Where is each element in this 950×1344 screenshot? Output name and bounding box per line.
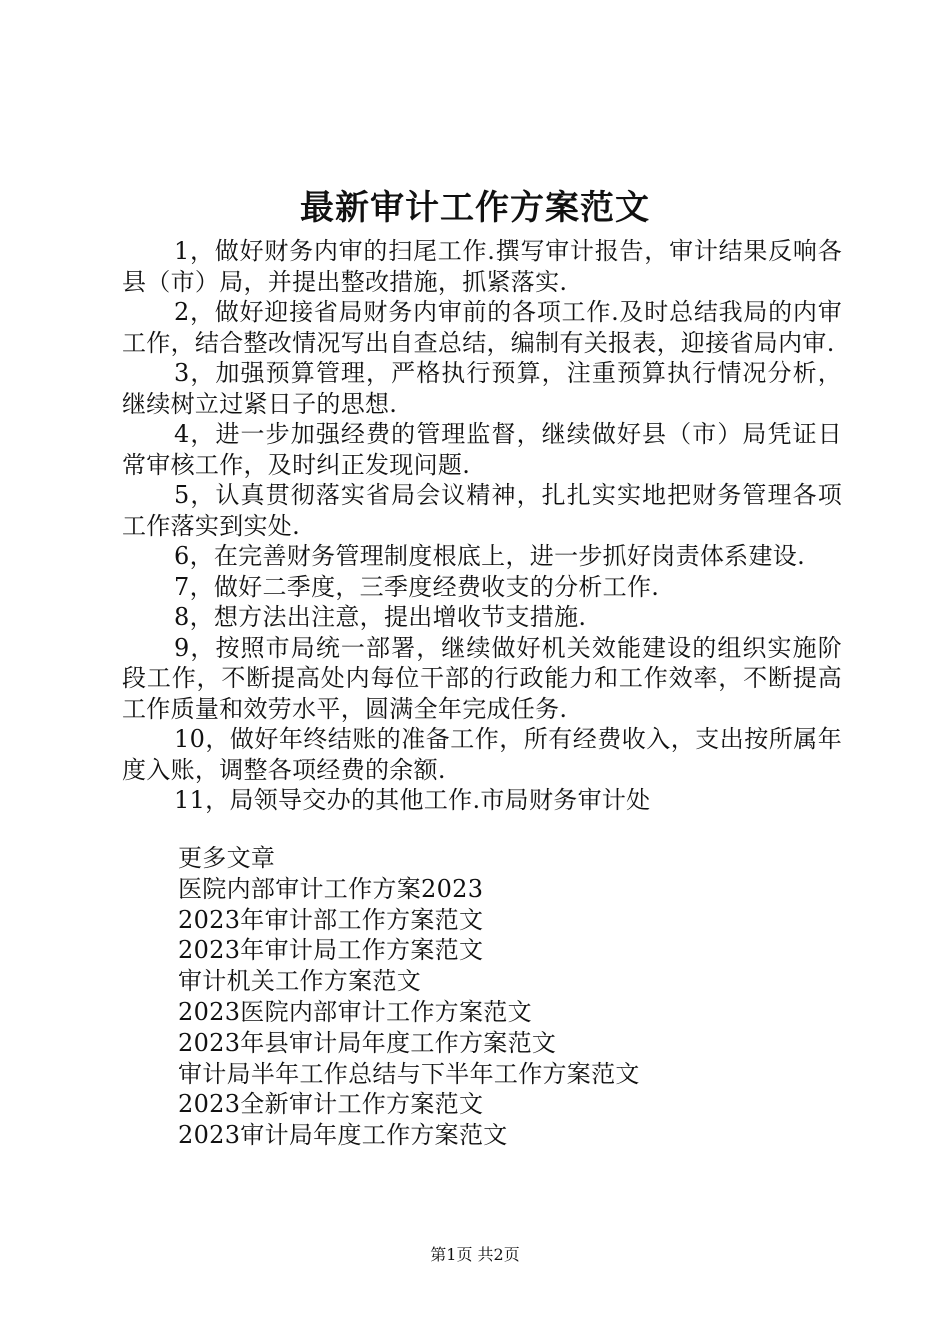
document-title: 最新审计工作方案范文 (300, 188, 650, 228)
article-link[interactable]: 审计机关工作方案范文 (178, 967, 421, 996)
more-articles-heading: 更多文章 (178, 844, 276, 872)
paragraph-10: 10，做好年终结账的准备工作，所有经费收入，支出按所属年度入账，调整各项经费的余额. (122, 725, 842, 784)
paragraph-1: 1，做好财务内审的扫尾工作.撰写审计报告，审计结果反响各县（市）局，并提出整改措施，抓紧落实. (122, 237, 842, 296)
paragraph-2: 2，做好迎接省局财务内审前的各项工作.及时总结我局的内审工作，结合整改情况写出自查总结，编制有关报表，迎接省局内审. (122, 298, 842, 357)
paragraph-3: 3，加强预算管理，严格执行预算，注重预算执行情况分析，继续树立过紧日子的思想. (122, 359, 842, 418)
paragraph-5: 5，认真贯彻落实省局会议精神，扎扎实实地把财务管理各项工作落实到实处. (122, 481, 842, 540)
more-articles-list (178, 843, 640, 1151)
paragraph-11: 11，局领导交办的其他工作.市局财务审计处 (174, 786, 651, 814)
paragraph-8: 8，想方法出注意，提出增收节支措施. (174, 603, 587, 631)
article-link[interactable]: 审计局半年工作总结与下半年工作方案范文 (178, 1059, 640, 1088)
paragraph-4: 4，进一步加强经费的管理监督，继续做好县（市）局凭证日常审核工作，及时纠正发现问题. (122, 420, 842, 479)
paragraph-9: 9，按照市局统一部署，继续做好机关效能建设的组织实施阶段工作，不断提高处内每位干部的行政能力和工作效率，不断提高工作质量和效劳水平，圆满全年完成任务. (122, 633, 842, 723)
article-link[interactable]: 医院内部审计工作方案2023 (178, 874, 484, 903)
article-link[interactable]: 2023审计局年度工作方案范文 (178, 1121, 508, 1150)
article-link[interactable]: 2023全新审计工作方案范文 (178, 1090, 484, 1119)
article-link[interactable]: 2023年审计部工作方案范文 (178, 905, 484, 934)
document-body (122, 236, 842, 816)
page-number: 第1页 共2页 (430, 1245, 520, 1264)
article-link[interactable]: 2023医院内部审计工作方案范文 (178, 997, 532, 1026)
article-link[interactable]: 2023年县审计局年度工作方案范文 (178, 1028, 557, 1057)
paragraph-6: 6，在完善财务管理制度根底上，进一步抓好岗责体系建设. (174, 542, 805, 570)
article-link[interactable]: 2023年审计局工作方案范文 (178, 936, 484, 965)
paragraph-7: 7，做好二季度，三季度经费收支的分析工作. (174, 572, 660, 601)
